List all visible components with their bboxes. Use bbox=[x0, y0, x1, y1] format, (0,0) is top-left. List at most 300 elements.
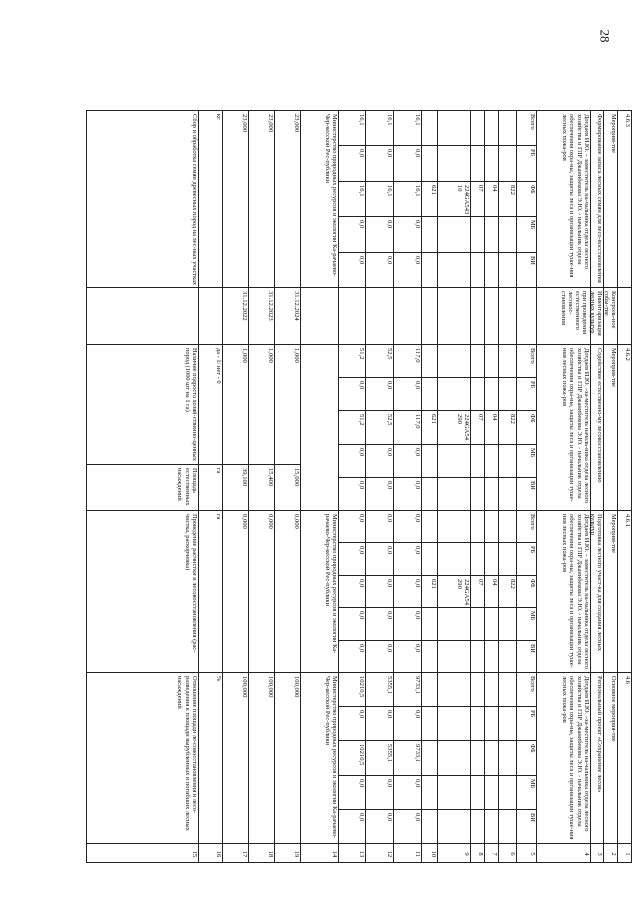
r462-v12-0: 52,5 bbox=[386, 348, 393, 360]
r462-csr-2: 224GA54290 bbox=[455, 414, 470, 441]
header-col-1: 1 bbox=[624, 852, 631, 856]
r462-indicator-1-cell bbox=[86, 464, 199, 511]
r461-v13-3-cell bbox=[338, 607, 366, 640]
r461-v13-1-cell bbox=[338, 542, 366, 575]
r462-v18b-cell bbox=[248, 344, 275, 465]
r461-v12-4: 0,0 bbox=[386, 643, 393, 652]
r463-v13-3-cell bbox=[338, 216, 366, 252]
r461-v11-4: 0,0 bbox=[414, 643, 421, 652]
r46-v13-1: 0,0 bbox=[358, 710, 365, 719]
r461-rz-0-cell bbox=[484, 510, 499, 543]
r462-grbs-2-cell bbox=[498, 410, 517, 444]
r46-budget-0: Всего bbox=[529, 676, 536, 692]
r461-v12-3: 0,0 bbox=[386, 611, 393, 620]
r46-v12-3-cell bbox=[365, 775, 394, 810]
r46-ministry-cell bbox=[300, 672, 339, 844]
r46-indicator-cell bbox=[86, 672, 199, 844]
r463-v12-2-cell bbox=[365, 181, 394, 217]
r462-unit-2: да - 1/ нет - 0 bbox=[215, 348, 222, 384]
r461-v12-2-cell bbox=[365, 575, 394, 608]
r461-budget-1: РБ bbox=[529, 546, 536, 554]
r462-v11-2-cell bbox=[393, 410, 422, 444]
r46-rz-4-cell bbox=[484, 809, 499, 844]
r463-budget-4: ВИ bbox=[529, 255, 536, 265]
r463-grbs-1-cell bbox=[498, 145, 517, 181]
header-col-6-cell bbox=[498, 843, 517, 863]
r463-grbs-4-cell bbox=[498, 252, 517, 288]
r462-v19b: 1,000 bbox=[293, 348, 300, 363]
r463-csr-0-cell bbox=[437, 110, 471, 146]
r461-v17: 0,000 bbox=[241, 514, 248, 529]
r461-v13-4: 0,0 bbox=[358, 643, 365, 652]
r46-v13-4: 0,0 bbox=[358, 812, 365, 822]
r463-v13-1: 0,0 bbox=[358, 149, 365, 158]
r463-vr-2: 621 bbox=[430, 184, 437, 195]
r461-v12-2: 0,0 bbox=[386, 578, 393, 588]
r462-v11-4-cell bbox=[393, 477, 422, 511]
r461-budget-3-cell bbox=[516, 607, 537, 640]
r461-vr-0-cell bbox=[421, 510, 438, 543]
r46-v11-2: 9733,1 bbox=[414, 744, 421, 763]
control-c11-cell bbox=[393, 287, 422, 345]
r46-budget-1-cell bbox=[516, 706, 537, 741]
header-col-3: 3 bbox=[596, 852, 603, 856]
header-col-15: 15 bbox=[191, 850, 198, 858]
r462-v11-3: 0,0 bbox=[414, 447, 421, 456]
r46-v17-cell bbox=[222, 672, 249, 844]
r462-v17b-cell bbox=[222, 344, 249, 465]
r463-grbs-3-cell bbox=[498, 216, 517, 252]
r463-v13-1-cell bbox=[338, 145, 366, 181]
r463-budget-3-cell bbox=[516, 216, 537, 252]
r46-budget-1: РБ bbox=[529, 710, 536, 718]
r463-budget-1-cell bbox=[516, 145, 537, 181]
r462-vr-4-cell bbox=[421, 477, 438, 511]
r462-number: 4.6.2 bbox=[624, 348, 631, 361]
r463-v13-2-cell bbox=[338, 181, 366, 217]
header-col-1-cell bbox=[617, 843, 632, 863]
r462-v13-1: 0,0 bbox=[358, 381, 365, 390]
r46-v12-2-cell bbox=[365, 740, 394, 775]
r46-grbs-3-cell bbox=[498, 775, 517, 810]
r46-v12-2: 5355,1 bbox=[386, 744, 393, 763]
r462-vr-0-cell bbox=[421, 344, 438, 378]
r462-grbs-2: 822 bbox=[509, 414, 516, 425]
r463-csr-2-cell bbox=[437, 181, 471, 217]
r462-csr-0-cell bbox=[437, 344, 471, 378]
r461-v12-3-cell bbox=[365, 607, 394, 640]
r463-v12-3: 0,0 bbox=[386, 220, 393, 229]
control-d19-cell bbox=[274, 287, 301, 345]
r463-ministry-cell bbox=[300, 110, 339, 288]
r463-name: Формирование запаса лесных семян для лесо-восстановления bbox=[596, 114, 603, 283]
r46-v12-0: 5355,1 bbox=[386, 676, 393, 695]
header-col-3-cell bbox=[590, 843, 604, 863]
r461-name-cell bbox=[590, 510, 604, 673]
r462-unit-2-cell bbox=[198, 344, 223, 465]
header-col-17: 17 bbox=[241, 850, 248, 858]
r463-number: 4.6.3 bbox=[624, 114, 631, 127]
r462-grbs-0-cell bbox=[498, 344, 517, 378]
r462-pr-3-cell bbox=[470, 444, 485, 478]
r463-ministry: Министерство природных ресурсов и экологии Ка-рачаево-Чер-кесской Рес-публики bbox=[323, 114, 338, 277]
r463-rz-2: 04 bbox=[491, 184, 498, 192]
control-c1-cell bbox=[617, 287, 632, 345]
r462-grbs-4-cell bbox=[498, 477, 517, 511]
r462-v11-0: 117,0 bbox=[414, 348, 421, 363]
r463-v11-4: 0,0 bbox=[414, 255, 421, 264]
r46-v13-3-cell bbox=[338, 775, 366, 810]
control-c8-cell bbox=[470, 287, 485, 345]
r461-v11-1-cell bbox=[393, 542, 422, 575]
header-col-17-cell bbox=[222, 843, 249, 863]
r461-v12-0-cell bbox=[365, 510, 394, 543]
r46-v19-cell bbox=[274, 672, 301, 844]
r462-csr-1-cell bbox=[437, 377, 471, 411]
r46-v12-4: 0,0 bbox=[386, 812, 393, 822]
r461-vr-2: 621 bbox=[430, 578, 437, 589]
r463-vr-2-cell bbox=[421, 181, 438, 217]
r463-rz-4-cell bbox=[484, 252, 499, 288]
r462-v12-2-cell bbox=[365, 410, 394, 444]
r463-pr-1-cell bbox=[470, 145, 485, 181]
r462-budget-4-cell bbox=[516, 477, 537, 511]
r461-executor-cell bbox=[536, 510, 591, 673]
r461-rz-1-cell bbox=[484, 542, 499, 575]
r462-v12-1: 0,0 bbox=[386, 381, 393, 390]
r46-csr-1-cell bbox=[437, 706, 471, 741]
r462-rz-1-cell bbox=[484, 377, 499, 411]
r462-type: Мероприя-тие bbox=[610, 348, 617, 387]
r461-budget-2-cell bbox=[516, 575, 537, 608]
r462-vr-2: 621 bbox=[430, 414, 437, 425]
r46-v12-3: 0,0 bbox=[386, 778, 393, 787]
r46-pr-1-cell bbox=[470, 706, 485, 741]
r463-pr-0-cell bbox=[470, 110, 485, 146]
r462-v13-2: 51,2 bbox=[358, 414, 365, 426]
r46-indicator: Отношение площади ле-совосстановления и лесо-разведения к площади вырубленных и погибших лесных насаждений bbox=[176, 676, 198, 833]
r462-unit-1: га bbox=[215, 468, 222, 474]
header-col-11: 11 bbox=[414, 850, 421, 858]
r461-budget-4: ВИ bbox=[529, 643, 536, 653]
r46-rz-2-cell bbox=[484, 740, 499, 775]
r461-number: 4.6.1 bbox=[624, 514, 631, 527]
r463-v11-0: 16,1 bbox=[414, 114, 421, 126]
r461-budget-0: Всего bbox=[529, 514, 536, 530]
r46-executor-cell bbox=[536, 672, 591, 844]
r461-rz-4-cell bbox=[484, 640, 499, 673]
r461-budget-2: ФБ bbox=[529, 578, 536, 588]
r463-v11-3-cell bbox=[393, 216, 422, 252]
r462-v18a-cell bbox=[248, 464, 275, 511]
r462-v12-3-cell bbox=[365, 444, 394, 478]
header-col-16: 16 bbox=[215, 850, 222, 858]
r461-grbs-0-cell bbox=[498, 510, 517, 543]
r462-type-cell bbox=[603, 344, 618, 511]
header-col-8-cell bbox=[470, 843, 485, 863]
r463-v18: 23,000 bbox=[267, 114, 274, 133]
r46-v11-1-cell bbox=[393, 706, 422, 741]
control-d18-cell bbox=[248, 287, 275, 345]
r461-v12-1-cell bbox=[365, 542, 394, 575]
r46-v11-0-cell bbox=[393, 672, 422, 707]
r461-grbs-1-cell bbox=[498, 542, 517, 575]
r463-rz-2-cell bbox=[484, 181, 499, 217]
r46-budget-3: МБ bbox=[529, 778, 536, 788]
r461-v12-0: 0,0 bbox=[386, 514, 393, 523]
r462-v13-0-cell bbox=[338, 344, 366, 378]
r462-v13-3: 0,0 bbox=[358, 447, 365, 456]
r46-grbs-4-cell bbox=[498, 809, 517, 844]
r463-rz-0-cell bbox=[484, 110, 499, 146]
r461-budget-0-cell bbox=[516, 510, 537, 543]
r462-budget-2: ФБ bbox=[529, 414, 536, 424]
r461-budget-3: МБ bbox=[529, 611, 536, 621]
r463-grbs-2: 822 bbox=[509, 184, 516, 195]
control-c10-cell bbox=[421, 287, 438, 345]
r462-rz-4-cell bbox=[484, 477, 499, 511]
r463-budget-1: РБ bbox=[529, 149, 536, 157]
r463-v13-0: 16,1 bbox=[358, 114, 365, 126]
header-col-15-cell bbox=[86, 843, 199, 863]
r461-csr-1-cell bbox=[437, 542, 471, 575]
r461-v11-1: 0,0 bbox=[414, 546, 421, 555]
r461-type: Мероприя-тие bbox=[610, 514, 617, 553]
header-col-12: 12 bbox=[386, 850, 393, 858]
r46-number-cell bbox=[617, 672, 632, 844]
header-col-6: 6 bbox=[509, 852, 516, 856]
r462-v18a: 15,400 bbox=[267, 468, 274, 487]
r462-grbs-1-cell bbox=[498, 377, 517, 411]
r46-v11-3-cell bbox=[393, 775, 422, 810]
r462-number-cell bbox=[617, 344, 632, 511]
r462-rz-2-cell bbox=[484, 410, 499, 444]
r461-vr-2-cell bbox=[421, 575, 438, 608]
r462-v18b: 1,000 bbox=[267, 348, 274, 363]
r462-v19a: 15,000 bbox=[293, 468, 300, 487]
r462-executor: Дотдаев И.Ю. –за-меститель началь-ника отдела лесного хозяйства и ГЛР Джанибекова Э.Ю. - начальник отдела обеспечения охра-ны, защиты леса и организации туше-ния лесных пожа-ров bbox=[561, 348, 590, 505]
r46-type: Основное мероприя-тие bbox=[610, 676, 617, 742]
r461-rz-3-cell bbox=[484, 607, 499, 640]
r461-budget-4-cell bbox=[516, 640, 537, 673]
r461-type-cell bbox=[603, 510, 618, 673]
r461-grbs-3-cell bbox=[498, 607, 517, 640]
r462-v17a: 39,100 bbox=[241, 468, 248, 487]
r463-pr-3-cell bbox=[470, 216, 485, 252]
header-col-14-cell bbox=[300, 843, 339, 863]
r462-pr-2-cell bbox=[470, 410, 485, 444]
r46-budget-2: ФБ bbox=[529, 744, 536, 754]
r46-vr-3-cell bbox=[421, 775, 438, 810]
r463-vr-4-cell bbox=[421, 252, 438, 288]
control-c5-cell bbox=[516, 287, 537, 345]
r461-vr-3-cell bbox=[421, 607, 438, 640]
r462-budget-1: РБ bbox=[529, 381, 536, 389]
r462-budget-2-cell bbox=[516, 410, 537, 444]
header-col-13: 13 bbox=[358, 850, 365, 858]
r463-grbs-2-cell bbox=[498, 181, 517, 217]
r46-vr-4-cell bbox=[421, 809, 438, 844]
r462-budget-3: МБ bbox=[529, 447, 536, 457]
r46-vr-2-cell bbox=[421, 740, 438, 775]
r461-unit-cell bbox=[198, 510, 223, 673]
r461-v13-3: 0,0 bbox=[358, 611, 365, 620]
r461-v18-cell bbox=[248, 510, 275, 673]
r46-v13-1-cell bbox=[338, 706, 366, 741]
r46-v18: 100,000 bbox=[267, 676, 274, 698]
r463-budget-0: Всего bbox=[529, 114, 536, 130]
page-number: 28 bbox=[597, 29, 613, 43]
r46-budget-0-cell bbox=[516, 672, 537, 707]
header-col-18-cell bbox=[248, 843, 275, 863]
r462-rz-2: 04 bbox=[491, 414, 498, 421]
r463-v13-2: 16,1 bbox=[358, 184, 365, 197]
r461-v12-4-cell bbox=[365, 640, 394, 673]
r462-csr-4-cell bbox=[437, 477, 471, 511]
r461-rz-2: 04 bbox=[491, 578, 498, 586]
r462-indicator-2-cell bbox=[86, 344, 199, 465]
r462-budget-1-cell bbox=[516, 377, 537, 411]
r463-v13-0-cell bbox=[338, 110, 366, 146]
r462-pr-4-cell bbox=[470, 477, 485, 511]
r461-pr-2-cell bbox=[470, 575, 485, 608]
r46-v13-0-cell bbox=[338, 672, 366, 707]
r461-pr-4-cell bbox=[470, 640, 485, 673]
r462-budget-0-cell bbox=[516, 344, 537, 378]
r463-pr-2: 07 bbox=[477, 184, 484, 192]
r462-unit-1-cell bbox=[198, 464, 223, 511]
control-c14-cell bbox=[300, 287, 339, 345]
r463-vr-1-cell bbox=[421, 145, 438, 181]
r46-csr-4-cell bbox=[437, 809, 471, 844]
r46-v11-4: 0,0 bbox=[414, 812, 421, 822]
r461-pr-3-cell bbox=[470, 607, 485, 640]
r462-v12-4-cell bbox=[365, 477, 394, 511]
r461-v11-2: 0,0 bbox=[414, 578, 421, 588]
header-col-18: 18 bbox=[267, 850, 274, 858]
r462-v13-2-cell bbox=[338, 410, 366, 444]
r461-csr-4-cell bbox=[437, 640, 471, 673]
r463-pr-4-cell bbox=[470, 252, 485, 288]
r461-pr-1-cell bbox=[470, 542, 485, 575]
control-name-cell bbox=[559, 287, 604, 345]
r463-v11-4-cell bbox=[393, 252, 422, 288]
r46-v17: 100,000 bbox=[241, 676, 248, 698]
control-c16-cell bbox=[198, 287, 223, 345]
r463-v13-4-cell bbox=[338, 252, 366, 288]
r463-v13-4: 0,0 bbox=[358, 255, 365, 264]
r461-csr-2-cell bbox=[437, 575, 471, 608]
r463-name-cell bbox=[590, 110, 604, 288]
r462-rz-0-cell bbox=[484, 344, 499, 378]
r461-budget-1-cell bbox=[516, 542, 537, 575]
r462-v19a-cell bbox=[274, 464, 301, 511]
r46-pr-2-cell bbox=[470, 740, 485, 775]
r463-v11-1: 0,0 bbox=[414, 149, 421, 158]
r463-csr-2: 224GA54310 bbox=[455, 184, 470, 215]
r463-rz-1-cell bbox=[484, 145, 499, 181]
r462-v17a-cell bbox=[222, 464, 249, 511]
r461-v13-4-cell bbox=[338, 640, 366, 673]
r462-v12-1-cell bbox=[365, 377, 394, 411]
r463-v11-3: 0,0 bbox=[414, 220, 421, 229]
r461-v11-4-cell bbox=[393, 640, 422, 673]
r463-rz-3-cell bbox=[484, 216, 499, 252]
r46-ministry: Министерство природных ресурсов и экологии Ка-рачаево-Чер-кесской Рес-публики bbox=[323, 676, 338, 839]
r462-pr-2: 07 bbox=[477, 414, 484, 421]
header-col-2: 2 bbox=[610, 852, 617, 856]
r463-unit: кг bbox=[215, 114, 222, 120]
r462-v11-1: 0,0 bbox=[414, 381, 421, 390]
r463-grbs-0-cell bbox=[498, 110, 517, 146]
r461-unit: га bbox=[215, 514, 222, 520]
r46-rz-3-cell bbox=[484, 775, 499, 810]
r46-v12-4-cell bbox=[365, 809, 394, 844]
header-col-9-cell bbox=[437, 843, 471, 863]
r46-grbs-2-cell bbox=[498, 740, 517, 775]
r463-v12-0: 16,1 bbox=[386, 114, 393, 126]
r462-csr-2-cell bbox=[437, 410, 471, 444]
r463-budget-2-cell bbox=[516, 181, 537, 217]
r462-indicator-1: Площадь естественных насаждений bbox=[176, 468, 198, 508]
r463-v12-4: 0,0 bbox=[386, 255, 393, 264]
r462-csr-3-cell bbox=[437, 444, 471, 478]
header-col-12-cell bbox=[365, 843, 394, 863]
r461-executor: Дотдаев И.Ю. – заместитель на-чальника отдела лесного хозяйства и ГЛР Джанибекова Э.Ю. - начальник отдела обеспечения охра-ны, защиты леса и организации туше-ния лесных пожа-ров bbox=[561, 514, 590, 671]
header-col-14: 14 bbox=[331, 850, 338, 858]
control-c13-cell bbox=[338, 287, 366, 345]
r461-grbs-2-cell bbox=[498, 575, 517, 608]
r461-rz-2-cell bbox=[484, 575, 499, 608]
header-col-4-cell bbox=[536, 843, 591, 863]
header-col-2-cell bbox=[603, 843, 618, 863]
r46-rz-1-cell bbox=[484, 706, 499, 741]
r461-grbs-4-cell bbox=[498, 640, 517, 673]
r463-v19: 23,000 bbox=[293, 114, 300, 133]
r46-grbs-1-cell bbox=[498, 706, 517, 741]
r463-unit-cell bbox=[198, 110, 223, 288]
r463-v11-2: 16,1 bbox=[414, 184, 421, 197]
r46-v12-0-cell bbox=[365, 672, 394, 707]
r46-unit: % bbox=[215, 676, 222, 682]
r462-v13-3-cell bbox=[338, 444, 366, 478]
header-col-5-cell bbox=[516, 843, 537, 863]
r462-rz-3-cell bbox=[484, 444, 499, 478]
r461-v11-2-cell bbox=[393, 575, 422, 608]
r46-v19: 100,000 bbox=[293, 676, 300, 698]
r461-v13-2: 0,0 bbox=[358, 578, 365, 588]
r461-v11-3-cell bbox=[393, 607, 422, 640]
control-type: Контроль-ное собы-тие bbox=[602, 291, 617, 331]
r462-v11-2: 117,0 bbox=[414, 414, 421, 429]
r463-v12-1-cell bbox=[365, 145, 394, 181]
r463-v18-cell bbox=[248, 110, 275, 288]
r463-type: Мероприя-тие bbox=[610, 114, 617, 153]
r461-ministry: Министерство природных ресурсов и экологии Ка-рачаево-Чер-кесской Рес-публики bbox=[323, 514, 338, 654]
r462-budget-3-cell bbox=[516, 444, 537, 478]
r462-vr-2-cell bbox=[421, 410, 438, 444]
r462-ministry-cell bbox=[300, 344, 339, 511]
r46-v11-4-cell bbox=[393, 809, 422, 844]
r461-v11-0-cell bbox=[393, 510, 422, 543]
r461-indicator-cell bbox=[86, 510, 199, 673]
r46-v11-3: 0,0 bbox=[414, 778, 421, 787]
r46-v13-0: 10210,5 bbox=[358, 676, 365, 698]
r461-pr-0-cell bbox=[470, 510, 485, 543]
control-c6-cell bbox=[498, 287, 517, 345]
r461-csr-3-cell bbox=[437, 607, 471, 640]
r462-v13-1-cell bbox=[338, 377, 366, 411]
